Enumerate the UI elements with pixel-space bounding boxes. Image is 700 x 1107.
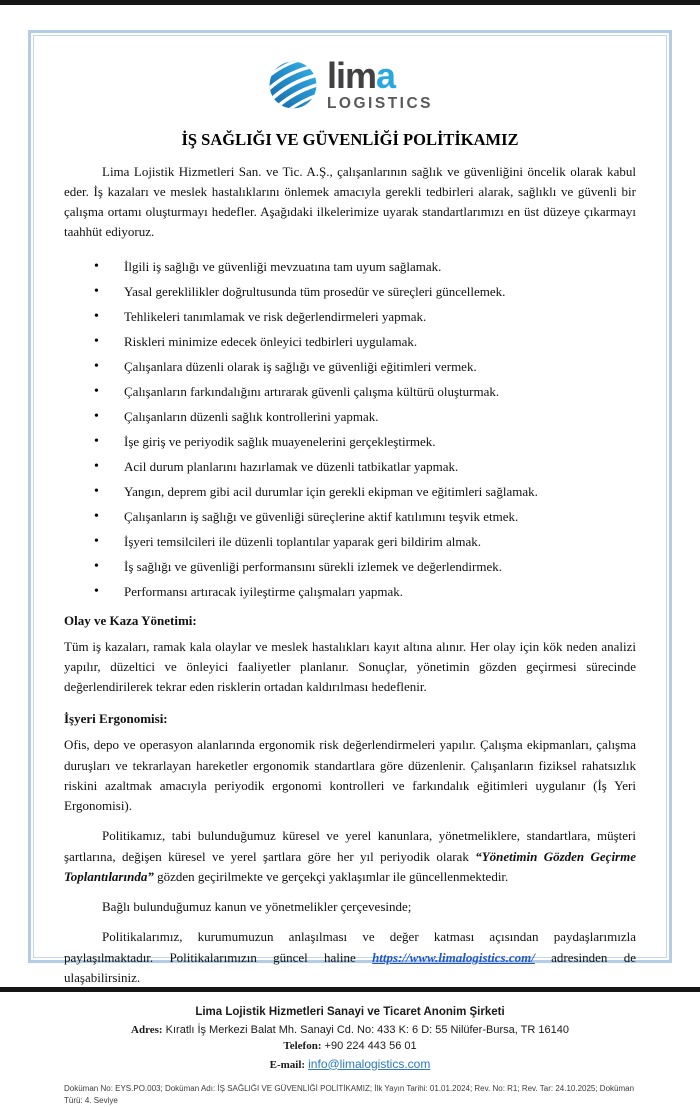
bullet-item: • İşe giriş ve periyodik sağlık muayenelerini gerçekleştirmek. [64,432,636,452]
section-heading-incident: Olay ve Kaza Yönetimi: [64,612,197,628]
doc-info: Doküman No: EYS.PO.003; Doküman Adı: İŞ SAĞLIĞI VE GÜVENLİĞİ POLİTİKAMIZ; İlk Yayın Tarihi: 01.01.2024; Rev. No: R1; Rev. Tar: 24.10.2025; Doküman Türü: 4. Seviye [64,1084,635,1106]
bullet-item: • Tehlikeleri tanımlamak ve risk değerlendirmeleri yapmak. [64,307,636,327]
globe-icon [267,59,319,111]
logo-wordmark [326,55,434,112]
bullet-item: • Çalışanlara düzenli olarak iş sağlığı ve güvenliği eğitimleri vermek. [64,357,636,377]
sharing-text-before: Politikalarımız, kurumumuzun anlaşılması ve değer katması açısından paydaşlarımızla paylaşılmaktadır. Politikalarımızın güncel haline [64,929,636,965]
logo-word: lima [326,55,396,96]
address-line [64,1022,636,1039]
ergonomics-paragraph: Ofis, depo ve operasyon alanlarında ergonomik risk değerlendirmeleri yapılır. Çalışma ekipmanları, çalışma duruşları ve tekrarlayan hareketler ergonomik standartlara göre düzenlenir. Çalışanların fiziksel rahatsızlık riskini azaltmak amacıyla periyodik ergonomi kontrolleri ve farkındalık eğitimleri uygulanır (İş Yeri Ergonomisi). [64,737,636,814]
phone-value: +90 224 443 56 01 [324,1040,417,1053]
website-link[interactable]: https://www.limalogistics.com/ [372,949,535,965]
address-label: Adres: [131,1023,163,1036]
incident-paragraph: Tüm iş kazaları, ramak kala olaylar ve meslek hastalıkları kayıt altına alınır. Her olay için kök neden analizi yapılır, düzeltici ve önleyici faaliyetler planlanır. Sonuçlar, yönetimin gözden geçirmesi sürecinde değerlendirilerek tekrar eden risklerin ortadan kaldırılması hedeflenir. [64,638,636,695]
sharing-text-after: adresinden de ulaşabilirsiniz. [64,949,636,986]
policy-bullet-list [64,257,636,607]
bullet-item: • Riskleri minimize edecek önleyici tedbirleri uygulamak. [64,332,636,352]
bullet-item: • Çalışanların düzenli sağlık kontrollerini yapmak. [64,407,636,427]
footer [64,998,636,1073]
phone-label: Telefon: [283,1040,322,1053]
company-name: Lima Lojistik Hizmetleri Sanayi ve Ticaret Anonim Şirketi [195,1006,505,1019]
phone-line [64,1038,636,1055]
bullet-item: • İşyeri temsilcileri ile düzenli toplantılar yaparak geri bildirim almak. [64,532,636,552]
bullet-item: • İş sağlığı ve güvenliği performansını sürekli izlemek ve değerlendirmek. [64,557,636,577]
lima-logo [64,55,636,112]
screen-top-bar [0,0,700,5]
review-paragraph [64,826,636,887]
section-heading-ergonomics: İşyeri Ergonomisi: [64,711,168,727]
logo-word-accent: a [375,55,396,96]
address-value: Kıratlı İş Merkezi Balat Mh. Sanayi Cd. No: 433 K: 6 D: 55 Nilüfer-Bursa, TR 16140 [165,1023,569,1036]
screen-bottom-bar [0,987,700,992]
document-page [28,30,672,1106]
bullet-item: • Yasal gereklilikler doğrultusunda tüm prosedür ve süreçleri güncellemek. [64,282,636,302]
sharing-paragraph [64,927,636,988]
review-text-after: gözden geçirilmekte ve gerçekçi yaklaşımlar ile güncellenmektedir. [153,868,509,884]
email-label: E-mail: [269,1058,306,1071]
intro-paragraph: Lima Lojistik Hizmetleri San. ve Tic. A.Ş., çalışanlarının sağlık ve güvenliğini öncelik olarak kabul eder. İş kazaları ve meslek hastalıklarını önlemek amacıyla gerekli tedbirleri alarak, sağlıklı ve güvenli bir çalışma ortamı oluşturmayı hedefler. Aşağıdaki ilkelerimize uyarak standartlarımızı en üst düzeye çıkarmayı taahhüt ediyoruz. [64,163,636,240]
bullet-item: • İlgili iş sağlığı ve güvenliği mevzuatına tam uyum sağlamak. [64,257,636,277]
review-emphasis: “Yönetimin Gözden Geçirme Toplantılarında” [64,848,636,884]
email-link[interactable]: info@limalogistics.com [308,1056,431,1071]
logo-subtitle: LOGISTICS [326,95,434,112]
bullet-item: • Yangın, deprem gibi acil durumlar için gerekli ekipman ve eğitimleri sağlamak. [64,482,636,502]
review-text-before: Politikamız, tabi bulunduğumuz küresel ve yerel kanunlara, yönetmeliklere, standartlara, müşteri şartlarına, değişen küresel ve yerel şartlara göre her yıl periyodik olarak [64,828,636,864]
bullet-item: • Performansı artıracak iyileştirme çalışmaları yapmak. [64,582,636,602]
email-line [64,1055,636,1074]
bullet-item: • Çalışanların farkındalığını artırarak güvenli çalışma kültürü oluşturmak. [64,382,636,402]
page-title: İŞ SAĞLIĞI VE GÜVENLİĞİ POLİTİKAMIZ [181,129,519,149]
bullet-item: • Çalışanların iş sağlığı ve güvenliği süreçlerine aktif katılımını teşvik etmek. [64,507,636,527]
bullet-item: • Acil durum planlarını hazırlamak ve düzenli tatbikatlar yapmak. [64,457,636,477]
law-paragraph: Bağlı bulunduğumuz kanun ve yönetmelikler çerçevesinde; [102,899,412,915]
page-content [33,35,667,1106]
